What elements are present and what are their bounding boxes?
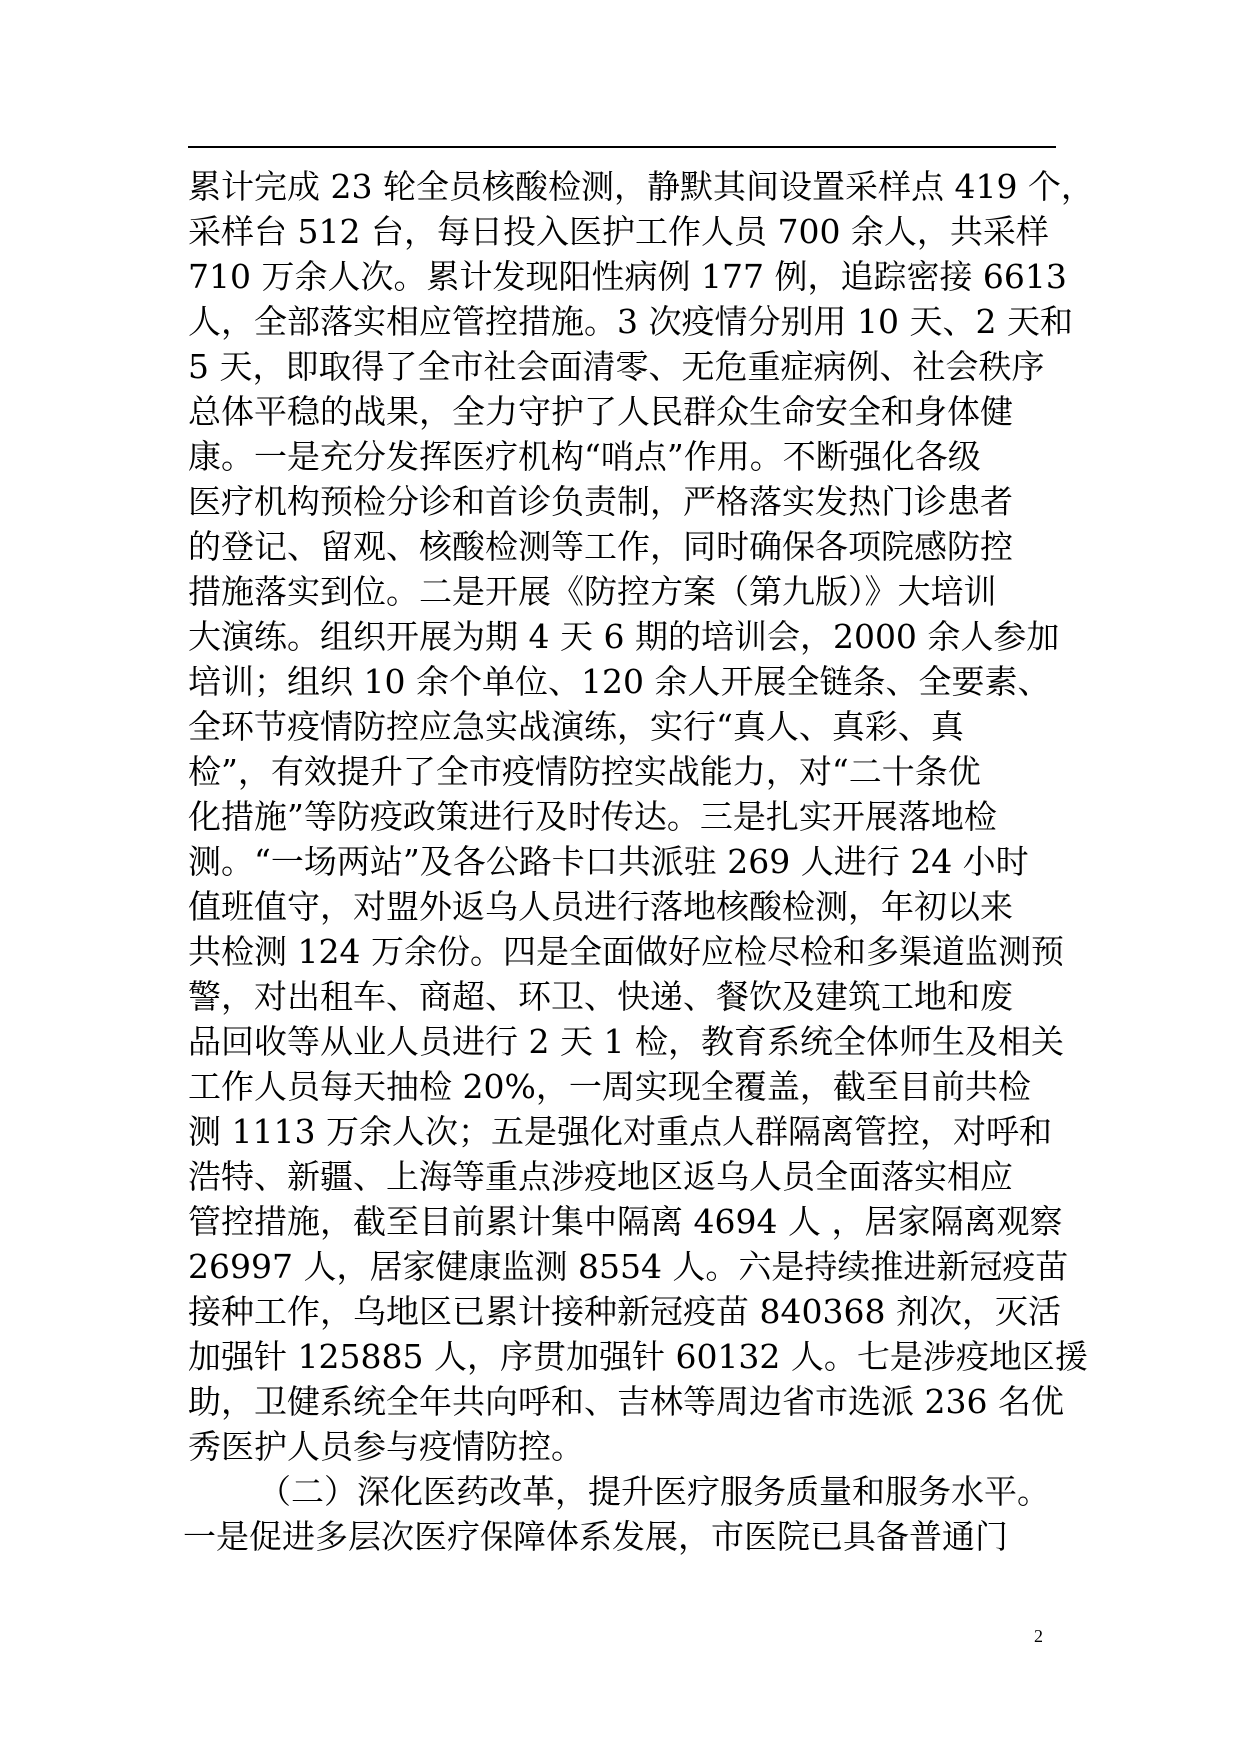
text-line: 品回收等从业人员进行 2 天 1 检，教育系统全体师生及相关 <box>188 1022 1064 1061</box>
text-line: 康。一是充分发挥医疗机构“哨点”作用。不断强化各级 <box>188 437 981 476</box>
text-line: 的登记、留观、核酸检测等工作，同时确保各项院感防控 <box>188 527 1013 566</box>
text-line: 措施落实到位。二是开展《防控方案（第九版）》大培训 <box>188 572 997 611</box>
text-line: 5 天，即取得了全市社会面清零、无危重症病例、社会秩序 <box>188 347 1045 386</box>
text-line: 大演练。组织开展为期 4 天 6 期的培训会，2000 余人参加 <box>188 617 1060 656</box>
text-line: 采样台 512 台，每日投入医护工作人员 700 余人，共采样 <box>188 212 1049 251</box>
text-line: 医疗机构预检分诊和首诊负责制，严格落实发热门诊患者 <box>188 482 1013 521</box>
text-line: 全环节疫情防控应急实战演练，实行“真人、真彩、真 <box>188 707 964 746</box>
text-line: 人，全部落实相应管控措施。3 次疫情分别用 10 天、2 天和 <box>188 302 1073 341</box>
text-line: 培训；组织 10 余个单位、120 余人开展全链条、全要素、 <box>188 662 1051 701</box>
text-line: 检”，有效提升了全市疫情防控实战能力，对“二十条优 <box>188 752 981 791</box>
text-line: 浩特、新疆、上海等重点涉疫地区返乌人员全面落实相应 <box>188 1157 1013 1196</box>
text-line: 警，对出租车、商超、环卫、快递、餐饮及建筑工地和废 <box>188 977 1013 1016</box>
text-line: 测。“一场两站”及各公路卡口共派驻 269 人进行 24 小时 <box>188 842 1029 881</box>
text-line: 工作人员每天抽检 20%，一周实现全覆盖，截至目前共检 <box>188 1067 1031 1106</box>
text-line: 接种工作，乌地区已累计接种新冠疫苗 840368 剂次，灭活 <box>188 1292 1061 1331</box>
text-line: 助，卫健系统全年共向呼和、吉林等周边省市选派 236 名优 <box>188 1382 1064 1421</box>
text-line: 值班值守，对盟外返乌人员进行落地核酸检测，年初以来 <box>188 887 1013 926</box>
text-line: 710 万余人次。累计发现阳性病例 177 例，追踪密接 6613 <box>188 257 1067 296</box>
text-line: 26997 人，居家健康监测 8554 人。六是持续推进新冠疫苗 <box>188 1247 1069 1286</box>
text-line: 化措施”等防疫政策进行及时传达。三是扎实开展落地检 <box>188 797 997 836</box>
text-line: 一是促进多层次医疗保障体系发展，市医院已具备普通门 <box>183 1517 1008 1556</box>
text-line: 测 1113 万余人次；五是强化对重点人群隔离管控，对呼和 <box>188 1112 1052 1151</box>
page-number: 2 <box>1034 1626 1043 1646</box>
text-line: 加强针 125885 人，序贯加强针 60132 人。七是涉疫地区援 <box>188 1337 1088 1376</box>
text-line: 共检测 124 万余份。四是全面做好应检尽检和多渠道监测预 <box>188 932 1064 971</box>
section-heading: （二）深化医药改革，提升医疗服务质量和服务水平。 <box>258 1472 1050 1511</box>
text-line: 总体平稳的战果，全力守护了人民群众生命安全和身体健 <box>188 392 1013 431</box>
header-rule <box>188 146 1056 148</box>
text-line: 管控措施，截至目前累计集中隔离 4694 人 ，居家隔离观察 <box>188 1202 1063 1241</box>
text-line: 累计完成 23 轮全员核酸检测，静默其间设置采样点 419 个， <box>188 167 1094 206</box>
text-line: 秀医护人员参与疫情防控。 <box>188 1427 584 1466</box>
body-text <box>183 164 1094 1559</box>
